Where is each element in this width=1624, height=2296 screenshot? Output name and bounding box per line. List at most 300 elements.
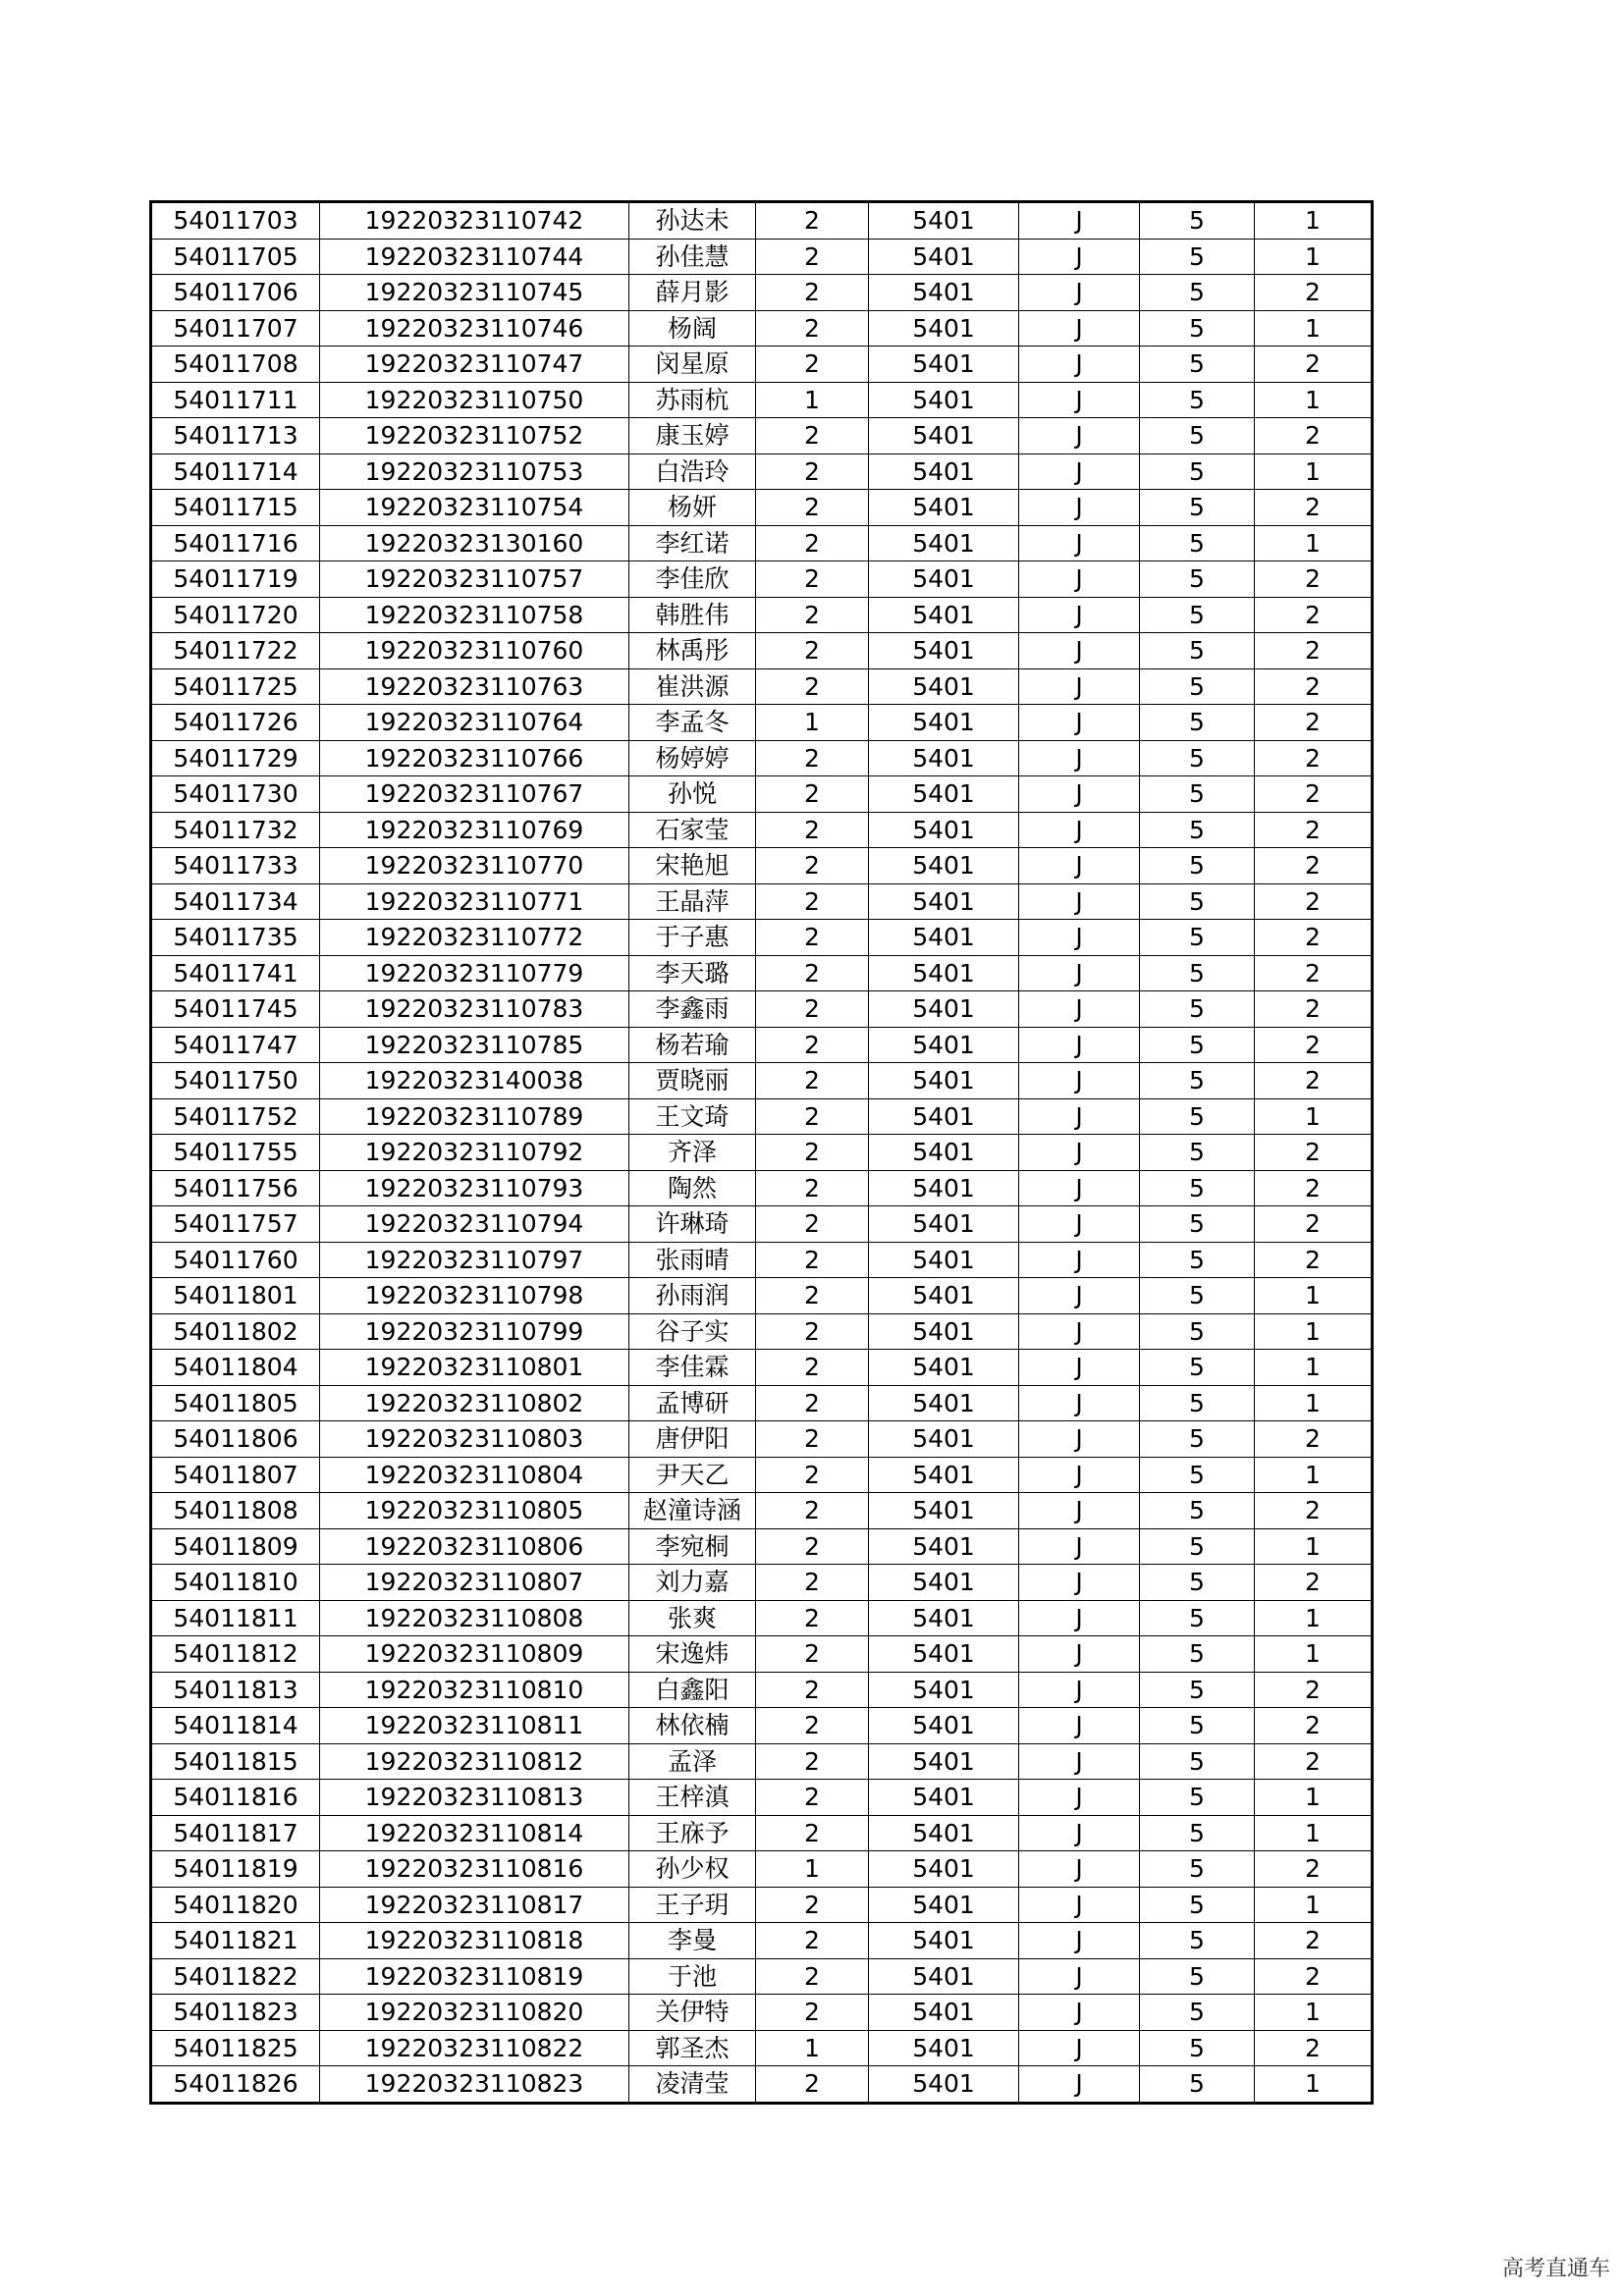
cell-col-4: 2 [756, 310, 869, 347]
cell-student-name: 尹天乙 [629, 1457, 756, 1493]
cell-col-7: 5 [1140, 1995, 1255, 2031]
cell-col-7: 5 [1140, 1815, 1255, 1851]
cell-code: 5401 [869, 1708, 1019, 1744]
cell-exam-id: 54011716 [151, 525, 320, 561]
cell-col-8: 2 [1255, 275, 1373, 311]
cell-student-name: 孟博研 [629, 1385, 756, 1421]
table-row [151, 705, 1373, 741]
table-row [151, 1063, 1373, 1099]
cell-letter: J [1019, 1135, 1140, 1171]
cell-student-name: 张雨晴 [629, 1242, 756, 1278]
cell-col-8: 2 [1255, 1923, 1373, 1959]
cell-student-name: 孙佳慧 [629, 239, 756, 275]
cell-code: 5401 [869, 490, 1019, 526]
cell-col-7: 5 [1140, 1923, 1255, 1959]
cell-exam-id: 54011806 [151, 1421, 320, 1458]
cell-student-name: 李孟冬 [629, 705, 756, 741]
cell-candidate-number: 19220323110744 [320, 239, 629, 275]
cell-col-7: 5 [1140, 1780, 1255, 1816]
cell-code: 5401 [869, 1995, 1019, 2031]
table-row [151, 1743, 1373, 1780]
cell-letter: J [1019, 490, 1140, 526]
cell-col-4: 2 [756, 347, 869, 383]
student-table [149, 200, 1374, 2105]
cell-exam-id: 54011822 [151, 1958, 320, 1995]
cell-letter: J [1019, 1385, 1140, 1421]
cell-exam-id: 54011741 [151, 955, 320, 991]
table-row [151, 1565, 1373, 1601]
table-row [151, 1206, 1373, 1243]
cell-letter: J [1019, 1098, 1140, 1135]
cell-col-7: 5 [1140, 740, 1255, 776]
cell-code: 5401 [869, 1313, 1019, 1350]
cell-col-8: 2 [1255, 1493, 1373, 1529]
cell-col-7: 5 [1140, 705, 1255, 741]
cell-candidate-number: 19220323110769 [320, 812, 629, 848]
cell-exam-id: 54011757 [151, 1206, 320, 1243]
table-row [151, 1815, 1373, 1851]
cell-col-7: 5 [1140, 347, 1255, 383]
cell-col-4: 2 [756, 1708, 869, 1744]
cell-code: 5401 [869, 920, 1019, 956]
cell-letter: J [1019, 1780, 1140, 1816]
table-row [151, 1851, 1373, 1888]
cell-student-name: 杨阔 [629, 310, 756, 347]
cell-col-7: 5 [1140, 1278, 1255, 1314]
cell-candidate-number: 19220323110779 [320, 955, 629, 991]
cell-col-8: 2 [1255, 2030, 1373, 2066]
cell-candidate-number: 19220323110766 [320, 740, 629, 776]
cell-col-7: 5 [1140, 1636, 1255, 1673]
cell-col-8: 1 [1255, 1636, 1373, 1673]
cell-candidate-number: 19220323110818 [320, 1923, 629, 1959]
cell-letter: J [1019, 1528, 1140, 1565]
table-row [151, 1457, 1373, 1493]
cell-exam-id: 54011826 [151, 2066, 320, 2104]
table-row [151, 812, 1373, 848]
cell-col-8: 1 [1255, 525, 1373, 561]
cell-candidate-number: 19220323110798 [320, 1278, 629, 1314]
cell-letter: J [1019, 991, 1140, 1028]
cell-code: 5401 [869, 1098, 1019, 1135]
cell-student-name: 郭圣杰 [629, 2030, 756, 2066]
cell-col-7: 5 [1140, 812, 1255, 848]
cell-candidate-number: 19220323110812 [320, 1743, 629, 1780]
cell-exam-id: 54011719 [151, 561, 320, 598]
cell-col-4: 2 [756, 1672, 869, 1708]
cell-col-8: 1 [1255, 1528, 1373, 1565]
cell-col-8: 2 [1255, 347, 1373, 383]
cell-col-4: 2 [756, 2066, 869, 2104]
cell-col-8: 2 [1255, 561, 1373, 598]
cell-candidate-number: 19220323110746 [320, 310, 629, 347]
cell-exam-id: 54011750 [151, 1063, 320, 1099]
cell-candidate-number: 19220323110823 [320, 2066, 629, 2104]
cell-letter: J [1019, 561, 1140, 598]
cell-code: 5401 [869, 1170, 1019, 1206]
cell-letter: J [1019, 1743, 1140, 1780]
cell-exam-id: 54011819 [151, 1851, 320, 1888]
table-row [151, 668, 1373, 705]
table-row [151, 561, 1373, 598]
cell-col-8: 1 [1255, 1780, 1373, 1816]
cell-col-7: 5 [1140, 1672, 1255, 1708]
cell-col-7: 5 [1140, 668, 1255, 705]
cell-candidate-number: 19220323110789 [320, 1098, 629, 1135]
table-row [151, 776, 1373, 813]
cell-col-4: 2 [756, 275, 869, 311]
cell-col-8: 2 [1255, 740, 1373, 776]
cell-student-name: 康玉婷 [629, 418, 756, 454]
cell-col-8: 1 [1255, 1887, 1373, 1923]
cell-col-8: 1 [1255, 239, 1373, 275]
table-row [151, 1170, 1373, 1206]
cell-col-7: 5 [1140, 239, 1255, 275]
table-row [151, 1995, 1373, 2031]
cell-code: 5401 [869, 1743, 1019, 1780]
cell-student-name: 赵潼诗涵 [629, 1493, 756, 1529]
cell-code: 5401 [869, 1672, 1019, 1708]
cell-student-name: 林禹彤 [629, 633, 756, 669]
cell-col-7: 5 [1140, 1170, 1255, 1206]
cell-col-8: 1 [1255, 1457, 1373, 1493]
cell-col-4: 2 [756, 1206, 869, 1243]
cell-exam-id: 54011820 [151, 1887, 320, 1923]
cell-col-4: 2 [756, 1923, 869, 1959]
cell-letter: J [1019, 1887, 1140, 1923]
table-row [151, 275, 1373, 311]
cell-exam-id: 54011714 [151, 454, 320, 490]
cell-code: 5401 [869, 668, 1019, 705]
cell-col-4: 2 [756, 525, 869, 561]
cell-col-7: 5 [1140, 1887, 1255, 1923]
cell-candidate-number: 19220323110764 [320, 705, 629, 741]
cell-col-4: 2 [756, 1313, 869, 1350]
cell-code: 5401 [869, 1493, 1019, 1529]
cell-student-name: 孙达未 [629, 202, 756, 240]
table-row [151, 1135, 1373, 1171]
cell-letter: J [1019, 1278, 1140, 1314]
cell-letter: J [1019, 202, 1140, 240]
cell-col-8: 1 [1255, 1815, 1373, 1851]
table-row [151, 1098, 1373, 1135]
cell-col-4: 2 [756, 1780, 869, 1816]
cell-candidate-number: 19220323110797 [320, 1242, 629, 1278]
cell-col-8: 2 [1255, 955, 1373, 991]
cell-col-8: 2 [1255, 597, 1373, 633]
cell-letter: J [1019, 1493, 1140, 1529]
cell-letter: J [1019, 1636, 1140, 1673]
table-row [151, 1887, 1373, 1923]
cell-student-name: 李鑫雨 [629, 991, 756, 1028]
cell-letter: J [1019, 812, 1140, 848]
cell-candidate-number: 19220323110801 [320, 1350, 629, 1386]
cell-code: 5401 [869, 202, 1019, 240]
table-row [151, 1780, 1373, 1816]
cell-letter: J [1019, 1063, 1140, 1099]
table-row [151, 202, 1373, 240]
cell-code: 5401 [869, 955, 1019, 991]
cell-col-7: 5 [1140, 633, 1255, 669]
cell-exam-id: 54011713 [151, 418, 320, 454]
cell-candidate-number: 19220323110754 [320, 490, 629, 526]
table-row [151, 1421, 1373, 1458]
cell-code: 5401 [869, 597, 1019, 633]
cell-col-4: 2 [756, 1565, 869, 1601]
cell-student-name: 白鑫阳 [629, 1672, 756, 1708]
cell-candidate-number: 19220323110819 [320, 1958, 629, 1995]
table-row [151, 1242, 1373, 1278]
cell-student-name: 闵星原 [629, 347, 756, 383]
cell-col-4: 2 [756, 490, 869, 526]
cell-col-7: 5 [1140, 275, 1255, 311]
cell-candidate-number: 19220323110814 [320, 1815, 629, 1851]
cell-col-8: 1 [1255, 382, 1373, 418]
cell-col-4: 1 [756, 382, 869, 418]
cell-code: 5401 [869, 561, 1019, 598]
cell-student-name: 宋逸炜 [629, 1636, 756, 1673]
cell-col-8: 2 [1255, 1421, 1373, 1458]
cell-col-7: 5 [1140, 561, 1255, 598]
cell-letter: J [1019, 2030, 1140, 2066]
cell-col-4: 2 [756, 202, 869, 240]
cell-exam-id: 54011708 [151, 347, 320, 383]
table-row [151, 1958, 1373, 1995]
cell-exam-id: 54011715 [151, 490, 320, 526]
cell-col-7: 5 [1140, 1313, 1255, 1350]
cell-col-8: 1 [1255, 1995, 1373, 2031]
cell-exam-id: 54011720 [151, 597, 320, 633]
cell-code: 5401 [869, 1206, 1019, 1243]
cell-col-4: 2 [756, 1600, 869, 1636]
table-row [151, 991, 1373, 1028]
cell-letter: J [1019, 776, 1140, 813]
cell-col-4: 2 [756, 1350, 869, 1386]
cell-col-4: 2 [756, 955, 869, 991]
cell-col-4: 2 [756, 668, 869, 705]
cell-col-7: 5 [1140, 1493, 1255, 1529]
cell-candidate-number: 19220323110753 [320, 454, 629, 490]
cell-col-8: 2 [1255, 668, 1373, 705]
table-row [151, 955, 1373, 991]
cell-exam-id: 54011817 [151, 1815, 320, 1851]
cell-exam-id: 54011730 [151, 776, 320, 813]
cell-candidate-number: 19220323110792 [320, 1135, 629, 1171]
cell-code: 5401 [869, 740, 1019, 776]
table-row [151, 1672, 1373, 1708]
cell-student-name: 王庥予 [629, 1815, 756, 1851]
cell-col-4: 2 [756, 1242, 869, 1278]
cell-exam-id: 54011821 [151, 1923, 320, 1959]
cell-col-7: 5 [1140, 776, 1255, 813]
cell-student-name: 谷子实 [629, 1313, 756, 1350]
cell-col-7: 5 [1140, 382, 1255, 418]
cell-col-7: 5 [1140, 1063, 1255, 1099]
cell-letter: J [1019, 1206, 1140, 1243]
cell-exam-id: 54011805 [151, 1385, 320, 1421]
cell-letter: J [1019, 633, 1140, 669]
cell-col-8: 1 [1255, 1278, 1373, 1314]
cell-col-7: 5 [1140, 202, 1255, 240]
cell-candidate-number: 19220323110750 [320, 382, 629, 418]
cell-candidate-number: 19220323110770 [320, 848, 629, 884]
table-row [151, 597, 1373, 633]
cell-col-7: 5 [1140, 1350, 1255, 1386]
cell-student-name: 凌清莹 [629, 2066, 756, 2104]
cell-student-name: 于池 [629, 1958, 756, 1995]
cell-student-name: 许琳琦 [629, 1206, 756, 1243]
cell-letter: J [1019, 239, 1140, 275]
cell-col-7: 5 [1140, 1851, 1255, 1888]
cell-letter: J [1019, 310, 1140, 347]
cell-col-4: 2 [756, 1421, 869, 1458]
cell-col-4: 2 [756, 1063, 869, 1099]
cell-col-8: 2 [1255, 1135, 1373, 1171]
cell-student-name: 李曼 [629, 1923, 756, 1959]
cell-code: 5401 [869, 1350, 1019, 1386]
cell-col-8: 1 [1255, 1313, 1373, 1350]
cell-letter: J [1019, 1457, 1140, 1493]
cell-letter: J [1019, 2066, 1140, 2104]
cell-code: 5401 [869, 1421, 1019, 1458]
table-row [151, 740, 1373, 776]
cell-candidate-number: 19220323140038 [320, 1063, 629, 1099]
cell-letter: J [1019, 418, 1140, 454]
cell-col-8: 1 [1255, 1350, 1373, 1386]
cell-col-8: 1 [1255, 2066, 1373, 2104]
cell-col-4: 1 [756, 2030, 869, 2066]
cell-letter: J [1019, 705, 1140, 741]
cell-col-7: 5 [1140, 1385, 1255, 1421]
cell-col-8: 2 [1255, 1851, 1373, 1888]
cell-student-name: 王晶萍 [629, 883, 756, 920]
cell-letter: J [1019, 1995, 1140, 2031]
cell-col-8: 1 [1255, 202, 1373, 240]
cell-letter: J [1019, 1350, 1140, 1386]
cell-exam-id: 54011816 [151, 1780, 320, 1816]
cell-exam-id: 54011722 [151, 633, 320, 669]
cell-student-name: 李天璐 [629, 955, 756, 991]
cell-student-name: 杨婷婷 [629, 740, 756, 776]
cell-candidate-number: 19220323110752 [320, 418, 629, 454]
cell-col-4: 2 [756, 740, 869, 776]
table-row [151, 1600, 1373, 1636]
cell-student-name: 白浩玲 [629, 454, 756, 490]
cell-col-8: 1 [1255, 1098, 1373, 1135]
cell-col-7: 5 [1140, 1600, 1255, 1636]
table-row [151, 418, 1373, 454]
cell-col-7: 5 [1140, 2066, 1255, 2104]
cell-code: 5401 [869, 2030, 1019, 2066]
cell-col-8: 2 [1255, 1027, 1373, 1063]
cell-code: 5401 [869, 1278, 1019, 1314]
cell-exam-id: 54011815 [151, 1743, 320, 1780]
cell-candidate-number: 19220323110811 [320, 1708, 629, 1744]
cell-col-4: 2 [756, 1958, 869, 1995]
cell-candidate-number: 19220323130160 [320, 525, 629, 561]
cell-candidate-number: 19220323110822 [320, 2030, 629, 2066]
cell-code: 5401 [869, 1958, 1019, 1995]
cell-col-4: 2 [756, 1887, 869, 1923]
cell-exam-id: 54011823 [151, 1995, 320, 2031]
cell-col-4: 2 [756, 991, 869, 1028]
table-row [151, 347, 1373, 383]
cell-letter: J [1019, 454, 1140, 490]
cell-exam-id: 54011813 [151, 1672, 320, 1708]
cell-exam-id: 54011732 [151, 812, 320, 848]
cell-exam-id: 54011808 [151, 1493, 320, 1529]
cell-col-4: 2 [756, 1385, 869, 1421]
cell-student-name: 孙雨润 [629, 1278, 756, 1314]
cell-code: 5401 [869, 883, 1019, 920]
cell-exam-id: 54011733 [151, 848, 320, 884]
cell-col-4: 2 [756, 454, 869, 490]
cell-col-7: 5 [1140, 1457, 1255, 1493]
cell-letter: J [1019, 1027, 1140, 1063]
cell-exam-id: 54011756 [151, 1170, 320, 1206]
cell-letter: J [1019, 597, 1140, 633]
cell-col-8: 2 [1255, 883, 1373, 920]
cell-col-7: 5 [1140, 310, 1255, 347]
cell-letter: J [1019, 668, 1140, 705]
cell-student-name: 贾晓丽 [629, 1063, 756, 1099]
cell-exam-id: 54011707 [151, 310, 320, 347]
cell-exam-id: 54011810 [151, 1565, 320, 1601]
cell-candidate-number: 19220323110747 [320, 347, 629, 383]
cell-student-name: 陶然 [629, 1170, 756, 1206]
cell-code: 5401 [869, 1528, 1019, 1565]
cell-letter: J [1019, 1815, 1140, 1851]
cell-candidate-number: 19220323110794 [320, 1206, 629, 1243]
cell-col-7: 5 [1140, 418, 1255, 454]
cell-exam-id: 54011760 [151, 1242, 320, 1278]
cell-student-name: 关伊特 [629, 1995, 756, 2031]
table-row [151, 490, 1373, 526]
cell-code: 5401 [869, 1565, 1019, 1601]
cell-letter: J [1019, 1851, 1140, 1888]
cell-exam-id: 54011745 [151, 991, 320, 1028]
cell-col-4: 2 [756, 776, 869, 813]
cell-letter: J [1019, 1313, 1140, 1350]
cell-col-4: 2 [756, 1995, 869, 2031]
cell-letter: J [1019, 1565, 1140, 1601]
cell-code: 5401 [869, 1636, 1019, 1673]
cell-col-8: 2 [1255, 776, 1373, 813]
cell-candidate-number: 19220323110816 [320, 1851, 629, 1888]
cell-letter: J [1019, 1708, 1140, 1744]
cell-exam-id: 54011809 [151, 1528, 320, 1565]
cell-code: 5401 [869, 239, 1019, 275]
table-row [151, 239, 1373, 275]
cell-candidate-number: 19220323110758 [320, 597, 629, 633]
cell-exam-id: 54011801 [151, 1278, 320, 1314]
cell-candidate-number: 19220323110807 [320, 1565, 629, 1601]
table-row [151, 848, 1373, 884]
cell-col-8: 2 [1255, 1708, 1373, 1744]
cell-student-name: 李佳欣 [629, 561, 756, 598]
cell-letter: J [1019, 740, 1140, 776]
cell-col-7: 5 [1140, 2030, 1255, 2066]
cell-col-7: 5 [1140, 1958, 1255, 1995]
cell-col-8: 1 [1255, 1600, 1373, 1636]
cell-code: 5401 [869, 1600, 1019, 1636]
cell-col-8: 2 [1255, 1063, 1373, 1099]
cell-col-8: 2 [1255, 1672, 1373, 1708]
cell-col-4: 2 [756, 1135, 869, 1171]
cell-col-7: 5 [1140, 1708, 1255, 1744]
cell-exam-id: 54011726 [151, 705, 320, 741]
cell-col-4: 2 [756, 1027, 869, 1063]
